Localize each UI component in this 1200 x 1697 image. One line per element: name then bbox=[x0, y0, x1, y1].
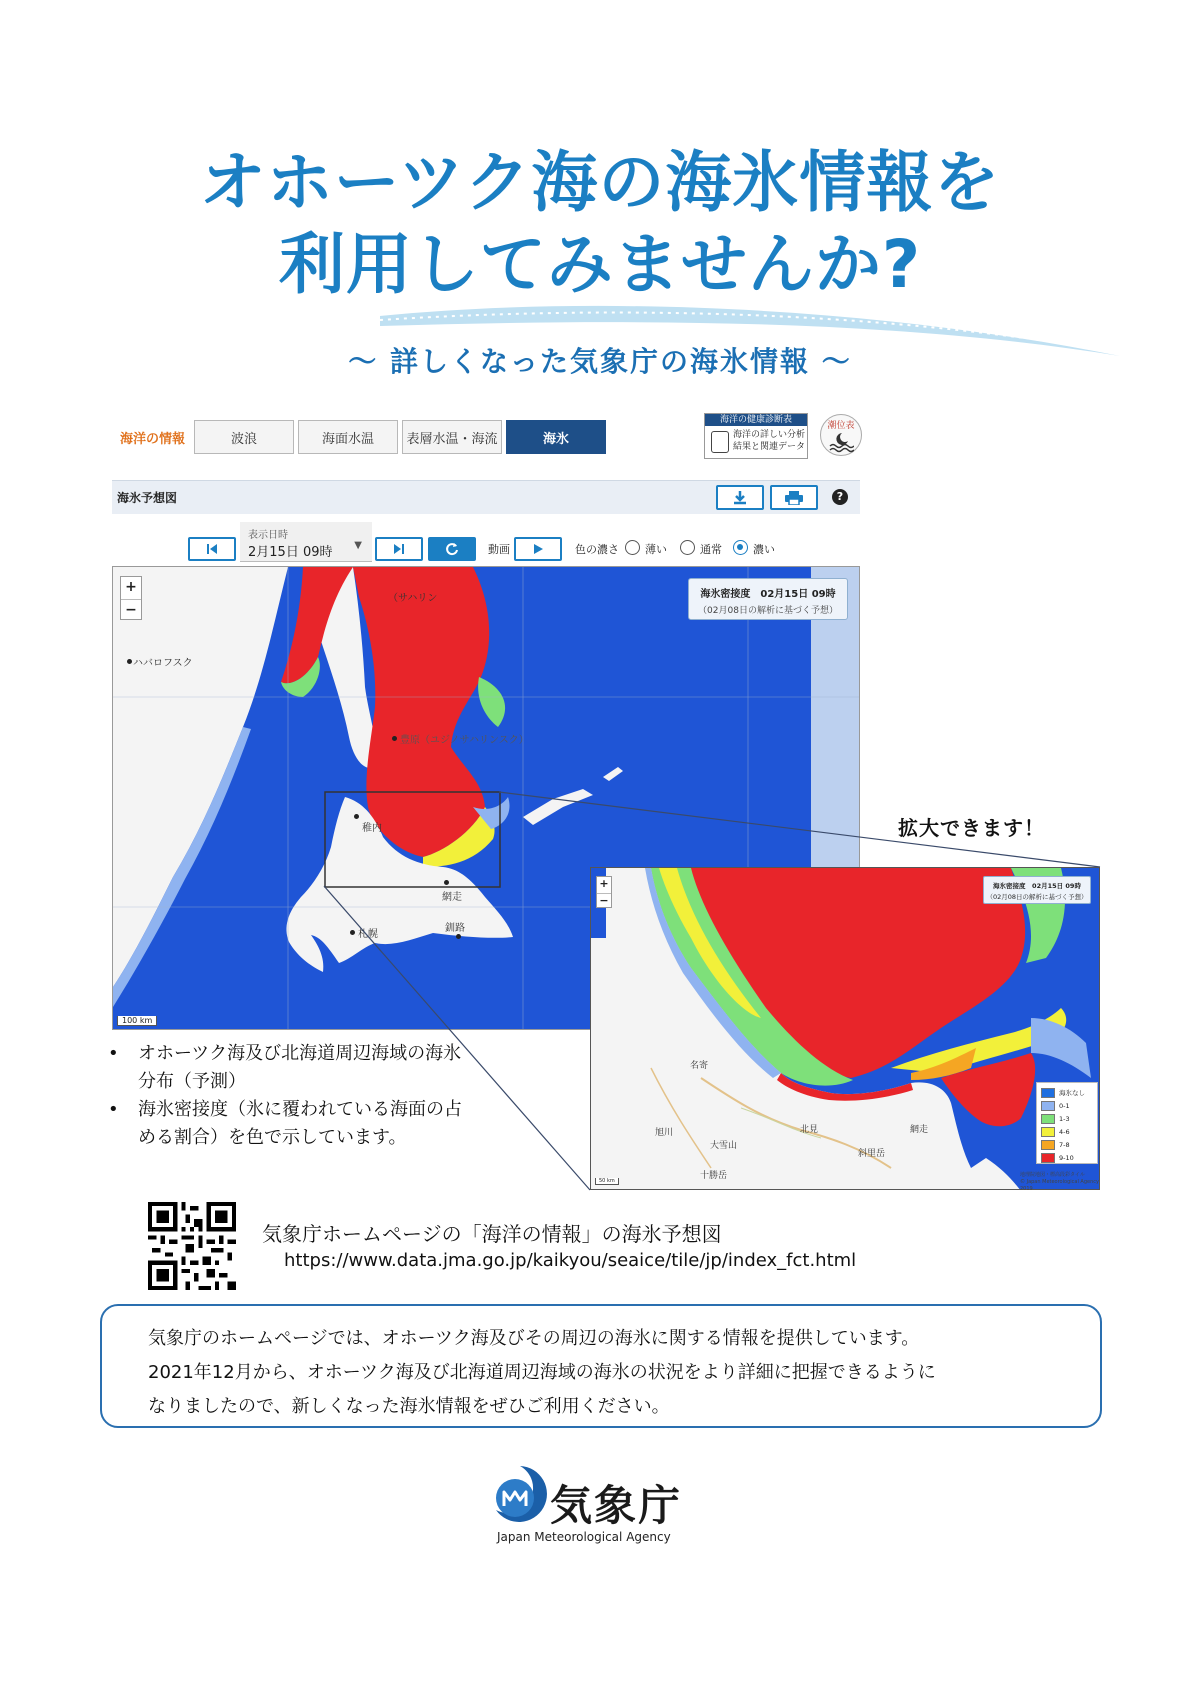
place-shari-dake: 斜里岳 bbox=[858, 1149, 886, 1159]
headline-line-2: 利用してみませんか? bbox=[278, 226, 922, 303]
credit-line-1: 地理院地図・標高段彩タイル bbox=[1020, 1172, 1085, 1178]
qr-caption: 気象庁ホームページの「海洋の情報」の海氷予想図 bbox=[262, 1222, 722, 1246]
notice-box bbox=[100, 1304, 1102, 1428]
legend-swatch bbox=[1041, 1127, 1055, 1137]
qr-code-icon bbox=[148, 1202, 236, 1290]
legend-row bbox=[1041, 1139, 1097, 1151]
tab-waves[interactable]: 波浪 bbox=[194, 420, 294, 454]
place-khabarovsk: ハバロフスク bbox=[133, 658, 193, 669]
sea-ice-forecast-link[interactable]: https://www.data.jma.go.jp/kaikyou/seaice/tile/jp/index_fct.html bbox=[284, 1250, 857, 1271]
legend-label: 4-6 bbox=[1059, 1128, 1070, 1136]
place-nayoro: 名寄 bbox=[690, 1061, 709, 1071]
legend-row bbox=[1041, 1113, 1097, 1125]
map-info-subtitle: （02月08日の解析に基づく予想） bbox=[698, 606, 838, 616]
sea-ice-map-zoomed-graphic bbox=[591, 868, 1100, 1190]
notice-line-1: 気象庁のホームページでは、オホーツク海及びその周辺の海氷に関する情報を提供しています。 bbox=[148, 1328, 920, 1349]
zoomed-map-info-title: 海氷密接度 02月15日 09時 bbox=[993, 882, 1081, 890]
place-sakhalin: （サハリン bbox=[388, 593, 438, 604]
zoomed-map-info-subtitle: （02月08日の解析に基づく予想） bbox=[986, 893, 1088, 901]
tide-table-label: 潮位表 bbox=[827, 421, 855, 431]
chevron-down-icon: ▼ bbox=[354, 540, 362, 551]
nav-label: 海洋の情報 bbox=[120, 432, 186, 447]
legend-swatch bbox=[1041, 1140, 1055, 1150]
headline-line-1: オホーツク海の海氷情報を bbox=[199, 144, 1001, 221]
zoomed-zoom-in-button[interactable]: + bbox=[599, 877, 609, 890]
zoomed-map-scale-bar: 50 km bbox=[595, 1178, 619, 1185]
date-label: 表示日時 bbox=[248, 530, 288, 541]
place-daisetsuzan: 大雪山 bbox=[710, 1141, 738, 1151]
sea-ice-map-zoomed[interactable] bbox=[590, 867, 1100, 1190]
legend-swatch bbox=[1041, 1153, 1055, 1163]
credit-line-2: © Japan Meteorological Agency 2019 bbox=[1020, 1179, 1099, 1192]
zoomed-zoom-out-button[interactable]: − bbox=[597, 893, 611, 909]
legend-label: 9-10 bbox=[1059, 1154, 1074, 1162]
place-tokachi-dake: 十勝岳 bbox=[700, 1171, 728, 1181]
help-icon[interactable]: ? bbox=[832, 489, 848, 505]
place-abashiri: 網走 bbox=[442, 892, 462, 903]
place-yuzhno-sakhalinsk: 豊原（ユジノサハリンスク） bbox=[400, 735, 529, 746]
place-asahikawa: 旭川 bbox=[655, 1128, 674, 1138]
bullet-text-1: オホーツク海及び北海道周辺海域の海氷分布（予測） bbox=[138, 1043, 462, 1092]
agency-name: 気象庁 bbox=[550, 1481, 683, 1530]
density-label-dark: 濃い bbox=[753, 543, 775, 556]
zoomed-map-info-box bbox=[983, 876, 1091, 904]
density-label-light: 薄い bbox=[645, 543, 667, 556]
tab-sea-surface-temp[interactable]: 海面水温 bbox=[298, 420, 398, 454]
density-label-normal: 通常 bbox=[700, 543, 722, 556]
map-scale-bar: 100 km bbox=[117, 1016, 157, 1026]
animation-label: 動画 bbox=[488, 543, 510, 556]
zoom-callout: 拡大できます！ bbox=[898, 816, 1045, 840]
bullet-text-2: 海氷密接度（氷に覆われている海面の占める割合）を色で示しています。 bbox=[138, 1099, 462, 1148]
ocean-health-line-2: 結果と関連データ bbox=[733, 442, 806, 452]
legend-swatch bbox=[1041, 1088, 1055, 1098]
date-value: 2月15日 09時 bbox=[248, 545, 333, 560]
zoom-out-button[interactable]: − bbox=[121, 599, 141, 621]
tab-subsurface-temp[interactable]: 表層水温・海流 bbox=[402, 420, 502, 454]
place-sapporo: 札幌 bbox=[358, 929, 378, 940]
place-kitami: 北見 bbox=[800, 1125, 819, 1135]
place-kushiro: 釧路 bbox=[445, 923, 465, 934]
notice-line-2: 2021年12月から、オホーツク海及び北海道周辺海域の海氷の状況をより詳細に把握できるように bbox=[148, 1362, 936, 1383]
legend-row bbox=[1041, 1126, 1097, 1138]
legend-label: 0-1 bbox=[1059, 1102, 1070, 1110]
ocean-health-line-1: 海洋の詳しい分析 bbox=[733, 430, 806, 440]
panel-title: 海氷予想図 bbox=[117, 491, 178, 505]
legend-label: 1-3 bbox=[1059, 1115, 1070, 1123]
subtitle: ～ 詳しくなった気象庁の海氷情報 ～ bbox=[348, 345, 852, 378]
jma-logo-icon bbox=[488, 1464, 548, 1526]
legend-swatch bbox=[1041, 1114, 1055, 1124]
ice-concentration-legend bbox=[1036, 1082, 1098, 1164]
place-abashiri-zoomed: 網走 bbox=[910, 1125, 929, 1135]
place-wakkanai: 稚内 bbox=[362, 823, 382, 834]
legend-row bbox=[1041, 1152, 1097, 1164]
tab-sea-ice[interactable]: 海氷 bbox=[506, 420, 606, 454]
zoom-in-button[interactable]: + bbox=[125, 579, 137, 595]
map-info-title: 海氷密接度 02月15日 09時 bbox=[700, 589, 836, 600]
color-density-label: 色の濃さ bbox=[575, 543, 619, 556]
zoomed-map-zoom-control[interactable] bbox=[596, 876, 612, 908]
legend-swatch bbox=[1041, 1101, 1055, 1111]
zoomed-map-credit bbox=[1020, 1172, 1100, 1193]
bullet-dot: • bbox=[108, 1043, 119, 1064]
ocean-health-header: 海洋の健康診断表 bbox=[705, 414, 807, 426]
bullet-dot: • bbox=[108, 1099, 119, 1120]
legend-label: 7-8 bbox=[1059, 1141, 1070, 1149]
legend-row bbox=[1041, 1100, 1097, 1112]
agency-name-en: Japan Meteorological Agency bbox=[497, 1530, 671, 1544]
legend-label: 海氷なし bbox=[1059, 1089, 1085, 1097]
notice-line-3: なりましたので、新しくなった海氷情報をぜひご利用ください。 bbox=[148, 1396, 670, 1417]
legend-row bbox=[1041, 1087, 1097, 1099]
